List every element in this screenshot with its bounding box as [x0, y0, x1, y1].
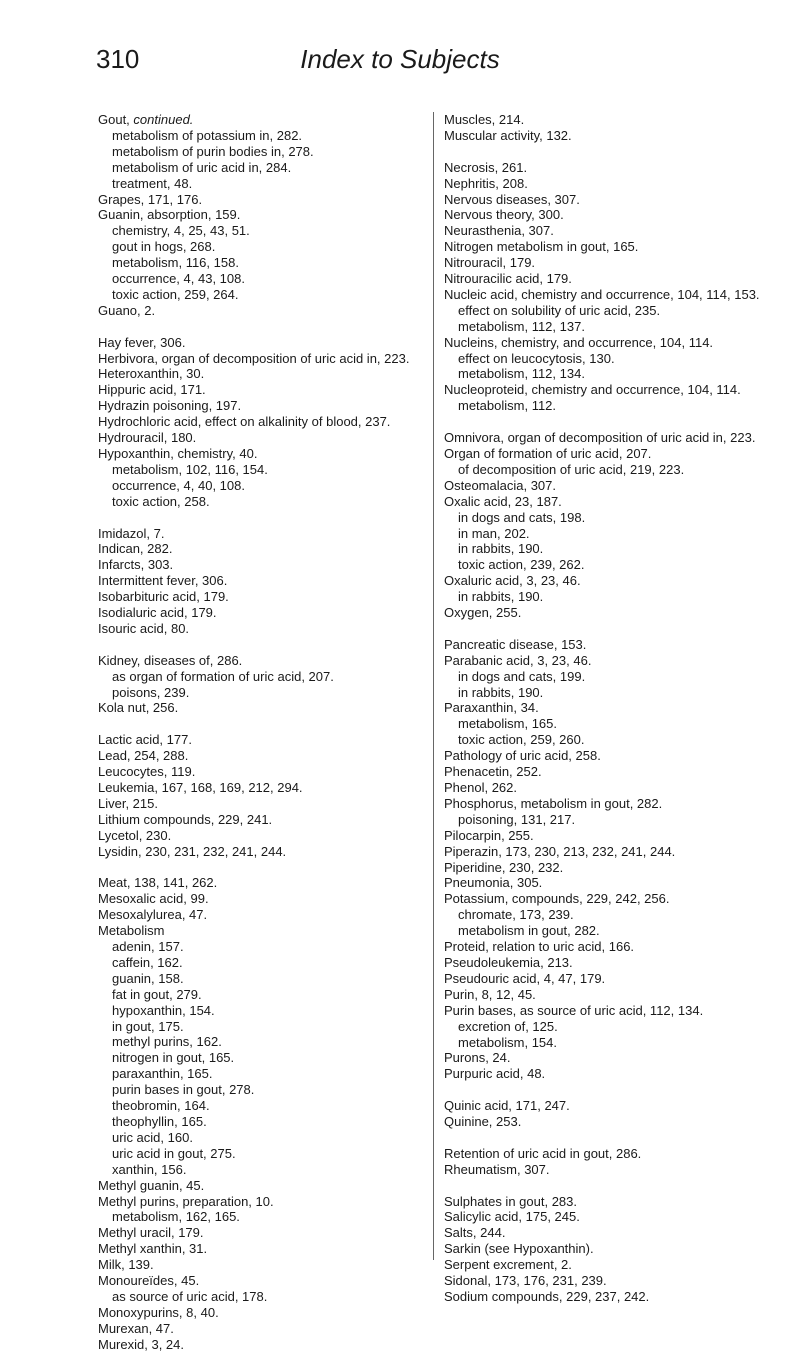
index-entry: Nucleoproteid, chemistry and occurrence, 104, 114.	[444, 382, 741, 398]
index-subentry: gout in hogs, 268.	[112, 239, 216, 255]
index-subentry: chemistry, 4, 25, 43, 51.	[112, 223, 250, 239]
running-title: Index to Subjects	[300, 44, 500, 74]
index-subentry: adenin, 157.	[112, 939, 184, 955]
index-entry: Oxaluric acid, 3, 23, 46.	[444, 573, 581, 589]
index-entry: Phenol, 262.	[444, 780, 518, 796]
index-subentry: metabolism, 112.	[458, 398, 557, 414]
index-entry: Nitrouracil, 179.	[444, 255, 536, 271]
index-subentry: toxic action, 239, 262.	[458, 557, 585, 573]
index-subentry: xanthin, 156.	[112, 1161, 187, 1177]
index-entry: Methyl xanthin, 31.	[98, 1241, 208, 1257]
index-entry: Pathology of uric acid, 258.	[444, 748, 601, 764]
index-entry: Neurasthenia, 307.	[444, 223, 554, 239]
index-subentry: metabolism, 102, 116, 154.	[112, 461, 268, 477]
index-subentry: methyl purins, 162.	[112, 1034, 222, 1050]
index-entry: Muscles, 214.	[444, 112, 525, 127]
index-entry: Purin bases, as source of uric acid, 112, 134.	[444, 1002, 704, 1018]
index-entry: Proteid, relation to uric acid, 166.	[444, 939, 635, 955]
index-entry: Necrosis, 261.	[444, 159, 528, 175]
index-entry: Leukemia, 167, 168, 169, 212, 294.	[98, 780, 303, 795]
index-entry: Nervous diseases, 307.	[444, 191, 580, 207]
letter-gap	[98, 716, 423, 732]
letter-gap	[444, 1082, 774, 1098]
letter-gap	[98, 860, 423, 876]
index-subentry: theobromin, 164.	[112, 1098, 210, 1114]
letter-gap	[98, 510, 423, 526]
index-entry: Pancreatic disease, 153.	[444, 636, 587, 652]
index-entry: Sulphates in gout, 283.	[444, 1193, 577, 1209]
index-subentry: uric acid in gout, 275.	[112, 1145, 236, 1161]
index-entry: Isobarbituric acid, 179.	[98, 589, 229, 605]
index-subentry: in rabbits, 190.	[458, 541, 544, 557]
index-entry: Serpent excrement, 2.	[444, 1257, 572, 1273]
index-entry: Purpuric acid, 48.	[444, 1066, 546, 1082]
index-entry: Oxygen, 255.	[444, 605, 522, 621]
index-entry: Phenacetin, 252.	[444, 764, 542, 780]
index-entry: Isouric acid, 80.	[98, 620, 190, 636]
index-entry: Hypoxanthin, chemistry, 40.	[98, 446, 258, 462]
index-subentry: uric acid, 160.	[112, 1129, 193, 1145]
index-subentry: poisons, 239.	[112, 684, 190, 700]
index-entry: Piperazin, 173, 230, 213, 232, 241, 244.	[444, 843, 676, 859]
index-entry: Salts, 244.	[444, 1225, 506, 1241]
index-subentry: of decomposition of uric acid, 219, 223.	[458, 461, 685, 477]
index-entry: Piperidine, 230, 232.	[444, 859, 564, 875]
index-entry: Sodium compounds, 229, 237, 242.	[444, 1288, 650, 1304]
letter-gap	[98, 319, 423, 335]
page-number: 310	[96, 44, 140, 74]
index-entry: Pseudouric acid, 4, 47, 179.	[444, 970, 606, 986]
index-entry: Lysidin, 230, 231, 232, 241, 244.	[98, 843, 287, 859]
index-subentry: caffein, 162.	[112, 954, 183, 970]
index-subentry: metabolism of uric acid in, 284.	[112, 159, 292, 175]
index-subentry: hypoxanthin, 154.	[112, 1002, 215, 1018]
index-subentry: toxic action, 258.	[112, 493, 210, 509]
letter-gap	[444, 1130, 774, 1146]
index-entry: Murexid, 3, 24.	[98, 1336, 184, 1352]
page-header	[0, 44, 800, 84]
index-entry: Herbivora, organ of decomposition of uric acid in, 223.	[98, 350, 410, 366]
index-entry: Monoxypurins, 8, 40.	[98, 1304, 219, 1320]
index-subentry: metabolism in gout, 282.	[458, 923, 600, 939]
index-entry: Mesoxalylurea, 47.	[98, 907, 208, 923]
index-entry: Guano, 2.	[98, 302, 156, 318]
index-subentry: metabolism, 116, 158.	[112, 255, 239, 271]
index-subentry: occurrence, 4, 43, 108.	[112, 271, 245, 287]
index-entry: Murexan, 47.	[98, 1320, 174, 1336]
index-entry: Mesoxalic acid, 99.	[98, 891, 209, 907]
index-entry: Hay fever, 306.	[98, 334, 186, 350]
index-entry: Kidney, diseases of, 286.	[98, 652, 243, 668]
index-entry: Lycetol, 230.	[98, 827, 172, 843]
index-entry: Quinine, 253.	[444, 1114, 522, 1130]
index-entry: Pseudoleukemia, 213.	[444, 954, 573, 970]
index-subentry: purin bases in gout, 278.	[112, 1082, 255, 1098]
index-entry: Pneumonia, 305.	[444, 875, 543, 891]
index-entry: Intermittent fever, 306.	[98, 573, 228, 589]
index-subentry: guanin, 158.	[112, 970, 184, 986]
index-entry: Sidonal, 173, 176, 231, 239.	[444, 1273, 607, 1289]
index-entry: Phosphorus, metabolism in gout, 282.	[444, 795, 663, 811]
index-entry: Hydrouracil, 180.	[98, 430, 197, 446]
column-divider	[433, 112, 434, 1260]
index-entry: Nucleic acid, chemistry and occurrence, 104, 114, 153.	[444, 286, 760, 302]
index-entry: Methyl guanin, 45.	[98, 1177, 205, 1193]
index-subentry: in dogs and cats, 198.	[458, 509, 586, 525]
index-subentry: toxic action, 259, 260.	[458, 732, 585, 748]
index-entry: Kola nut, 256.	[98, 700, 179, 716]
index-entry: Imidazol, 7.	[98, 525, 165, 541]
index-subentry: fat in gout, 279.	[112, 986, 202, 1002]
index-subentry: as organ of formation of uric acid, 207.	[112, 668, 334, 684]
index-entry: Guanin, absorption, 159.	[98, 207, 241, 223]
index-column-left	[98, 112, 423, 1353]
letter-gap	[98, 637, 423, 653]
index-entry: Indican, 282.	[98, 541, 173, 557]
index-subentry: poisoning, 131, 217.	[458, 811, 576, 827]
index-entry: Retention of uric acid in gout, 286.	[444, 1145, 642, 1161]
index-subentry: effect on leucocytosis, 130.	[458, 350, 615, 366]
letter-gap	[444, 1178, 774, 1194]
index-entry: Omnivora, organ of decomposition of uric acid in, 223.	[444, 430, 756, 446]
index-entry: Muscular activity, 132.	[444, 127, 572, 143]
index-subentry: effect on solubility of uric acid, 235.	[458, 302, 661, 318]
index-entry: Hydrochloric acid, effect on alkalinity of blood, 237.	[98, 414, 391, 430]
index-subentry: occurrence, 4, 40, 108.	[112, 477, 245, 493]
index-entry: Nucleins, chemistry, and occurrence, 104, 114.	[444, 334, 714, 350]
index-entry: Salicylic acid, 175, 245.	[444, 1209, 580, 1225]
letter-gap	[444, 414, 774, 430]
index-entry: Oxalic acid, 23, 187.	[444, 493, 562, 509]
index-entry: Purons, 24.	[444, 1050, 511, 1066]
index-subentry: in rabbits, 190.	[458, 589, 544, 605]
index-entry: Infarcts, 303.	[98, 557, 174, 573]
index-entry: Isodialuric acid, 179.	[98, 605, 217, 621]
index-entry: Monoureïdes, 45.	[98, 1273, 200, 1289]
index-entry: Pilocarpin, 255.	[444, 827, 534, 843]
index-subentry: metabolism, 154.	[458, 1034, 557, 1050]
index-entry: Sarkin (see Hypoxanthin).	[444, 1241, 594, 1257]
index-entry: Lactic acid, 177.	[98, 732, 192, 748]
index-subentry: treatment, 48.	[112, 175, 193, 191]
index-entry: Liver, 215.	[98, 795, 158, 811]
letter-gap	[444, 144, 774, 160]
index-entry: Purin, 8, 12, 45.	[444, 986, 536, 1002]
index-entry: Hydrazin poisoning, 197.	[98, 398, 242, 414]
index-subentry: metabolism, 162, 165.	[112, 1209, 240, 1225]
index-entry: Meat, 138, 141, 262.	[98, 875, 218, 891]
index-subentry: in dogs and cats, 199.	[458, 668, 586, 684]
index-entry: Lead, 254, 288.	[98, 748, 189, 764]
index-entry: Nitrogen metabolism in gout, 165.	[444, 239, 639, 255]
index-entry: Methyl purins, preparation, 10.	[98, 1193, 274, 1209]
index-entry: Organ of formation of uric acid, 207.	[444, 446, 652, 461]
index-entry: Paraxanthin, 34.	[444, 700, 539, 716]
index-subentry: in rabbits, 190.	[458, 684, 544, 700]
index-subentry: metabolism of purin bodies in, 278.	[112, 143, 314, 159]
index-entry: Grapes, 171, 176.	[98, 191, 203, 207]
index-entry: Heteroxanthin, 30.	[98, 366, 205, 382]
index-entry: Lithium compounds, 229, 241.	[98, 811, 273, 827]
index-subentry: in gout, 175.	[112, 1018, 184, 1034]
index-entry: Gout, continued.	[98, 112, 194, 127]
index-entry: Hippuric acid, 171.	[98, 382, 206, 398]
index-entry: Nephritis, 208.	[444, 175, 528, 191]
index-entry: Osteomalacia, 307.	[444, 477, 557, 493]
index-subentry: metabolism of potassium in, 282.	[112, 127, 303, 143]
index-subentry: excretion of, 125.	[458, 1018, 558, 1034]
index-subentry: paraxanthin, 165.	[112, 1066, 213, 1082]
index-entry: Nitrouracilic acid, 179.	[444, 271, 572, 287]
letter-gap	[444, 621, 774, 637]
index-column-right	[444, 112, 774, 1305]
index-entry: Milk, 139.	[98, 1257, 154, 1273]
index-subentry: metabolism, 165.	[458, 716, 557, 732]
index-entry: Nervous theory, 300.	[444, 207, 564, 223]
index-subentry: in man, 202.	[458, 525, 530, 541]
index-subentry: theophyllin, 165.	[112, 1114, 207, 1130]
index-subentry: chromate, 173, 239.	[458, 907, 574, 923]
index-entry: Quinic acid, 171, 247.	[444, 1098, 570, 1114]
index-entry: Rheumatism, 307.	[444, 1161, 550, 1177]
index-subentry: toxic action, 259, 264.	[112, 286, 239, 302]
index-subentry: nitrogen in gout, 165.	[112, 1050, 235, 1066]
index-entry: Metabolism	[98, 923, 165, 939]
index-subentry: metabolism, 112, 137.	[458, 318, 585, 334]
index-entry: Methyl uracil, 179.	[98, 1225, 204, 1241]
index-subentry: metabolism, 112, 134.	[458, 366, 585, 382]
index-entry: Parabanic acid, 3, 23, 46.	[444, 652, 592, 668]
index-subentry: as source of uric acid, 178.	[112, 1288, 268, 1304]
index-entry: Leucocytes, 119.	[98, 764, 196, 780]
index-entry: Potassium, compounds, 229, 242, 256.	[444, 891, 670, 907]
